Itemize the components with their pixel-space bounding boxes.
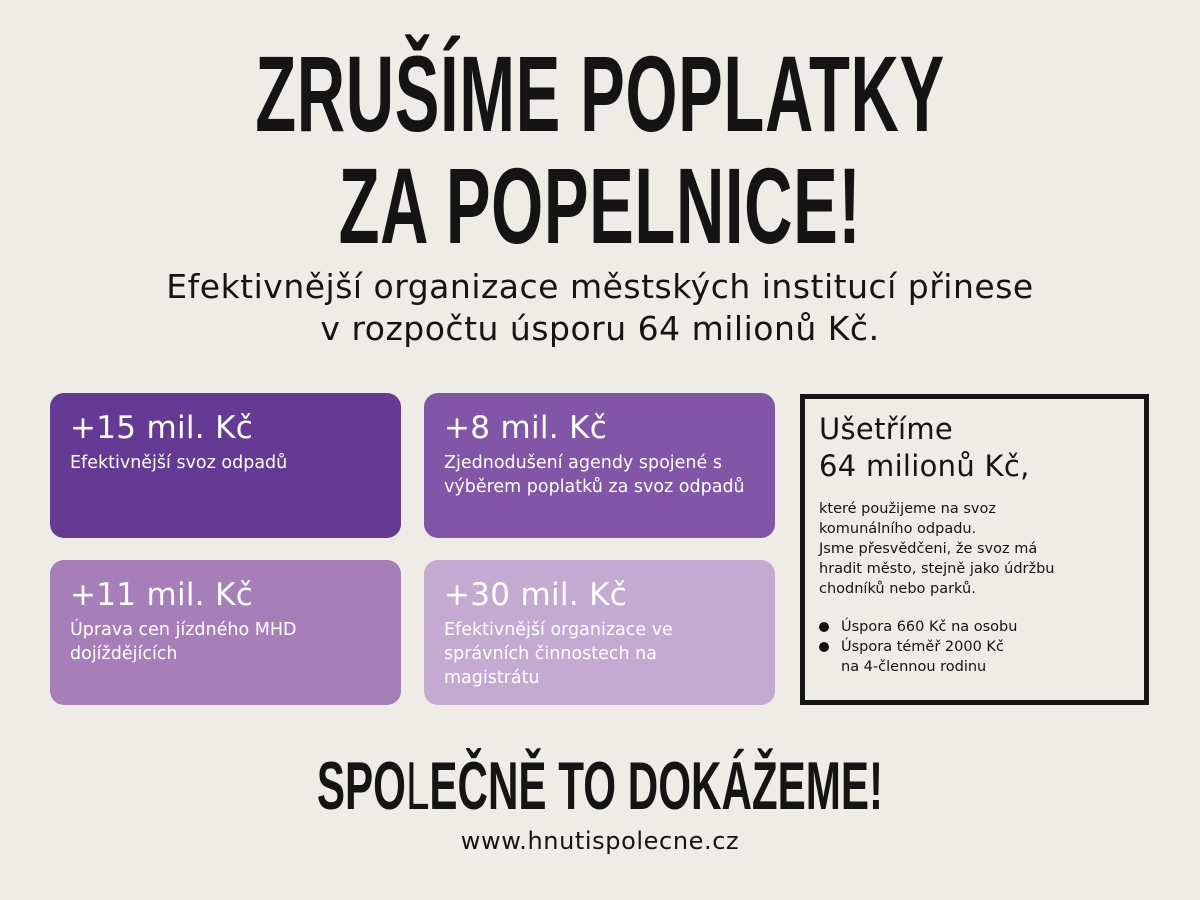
summary-title-line-2: 64 milionů Kč, <box>819 449 1030 483</box>
summary-title <box>819 411 1130 485</box>
summary-title-line-1: Ušetříme <box>819 412 954 446</box>
card-description: Úprava cen jízdného MHD dojíždějících <box>70 620 297 664</box>
bullet-text: Úspora 660 Kč na osobu <box>841 619 1018 635</box>
bullet-text: Úspora téměř 2000 Kč <box>841 639 1004 655</box>
card-description: Efektivnější organizace ve správních činnostech na magistrátu <box>444 620 673 688</box>
card-description: Efektivnější svoz odpadů <box>70 453 288 473</box>
slogan <box>228 748 972 824</box>
savings-card-public-transport <box>50 560 401 705</box>
summary-text-line: které použijeme na svoz <box>819 501 996 517</box>
savings-bullet-list <box>819 617 1130 677</box>
summary-text <box>819 499 1130 599</box>
summary-box <box>800 394 1149 705</box>
bullet-text: na 4-člennou rodinu <box>841 659 987 675</box>
bullet-dot-icon <box>819 642 829 652</box>
savings-card-administration <box>424 560 775 705</box>
bullet-dot-icon <box>819 622 829 632</box>
card-amount: +30 mil. Kč <box>444 577 628 613</box>
slogan-part: SPO <box>316 748 406 824</box>
bullet-item <box>819 637 1130 677</box>
card-amount: +8 mil. Kč <box>444 410 608 446</box>
subtitle-line-1: Efektivnější organizace městských institucí přinese <box>166 267 1034 306</box>
slogan-part: EČNĚ TO DOKÁŽEME! <box>429 748 884 824</box>
slogan-part: L <box>405 748 430 824</box>
website-url[interactable]: www.hnutispolecne.cz <box>460 827 740 855</box>
subtitle-line-2: v rozpočtu úsporu 64 milionů Kč. <box>320 309 880 348</box>
card-amount: +11 mil. Kč <box>70 577 254 613</box>
headline-line-1: ZRUŠÍME POPLATKY <box>255 33 945 154</box>
card-amount: +15 mil. Kč <box>70 410 254 446</box>
bullet-item <box>819 617 1130 637</box>
savings-card-waste-collection <box>50 393 401 538</box>
summary-text-line: chodníků nebo parků. <box>819 581 976 597</box>
headline-line-2: ZA POPELNICE! <box>338 145 862 266</box>
summary-text-line: hradit město, stejně jako údržbu <box>819 561 1055 577</box>
savings-card-fee-agenda <box>424 393 775 538</box>
card-description: Zjednodušení agendy spojené s výběrem poplatků za svoz odpadů <box>444 453 745 497</box>
summary-text-line: Jsme přesvědčeni, že svoz má <box>819 541 1038 557</box>
summary-text-line: komunálního odpadu. <box>819 521 977 537</box>
